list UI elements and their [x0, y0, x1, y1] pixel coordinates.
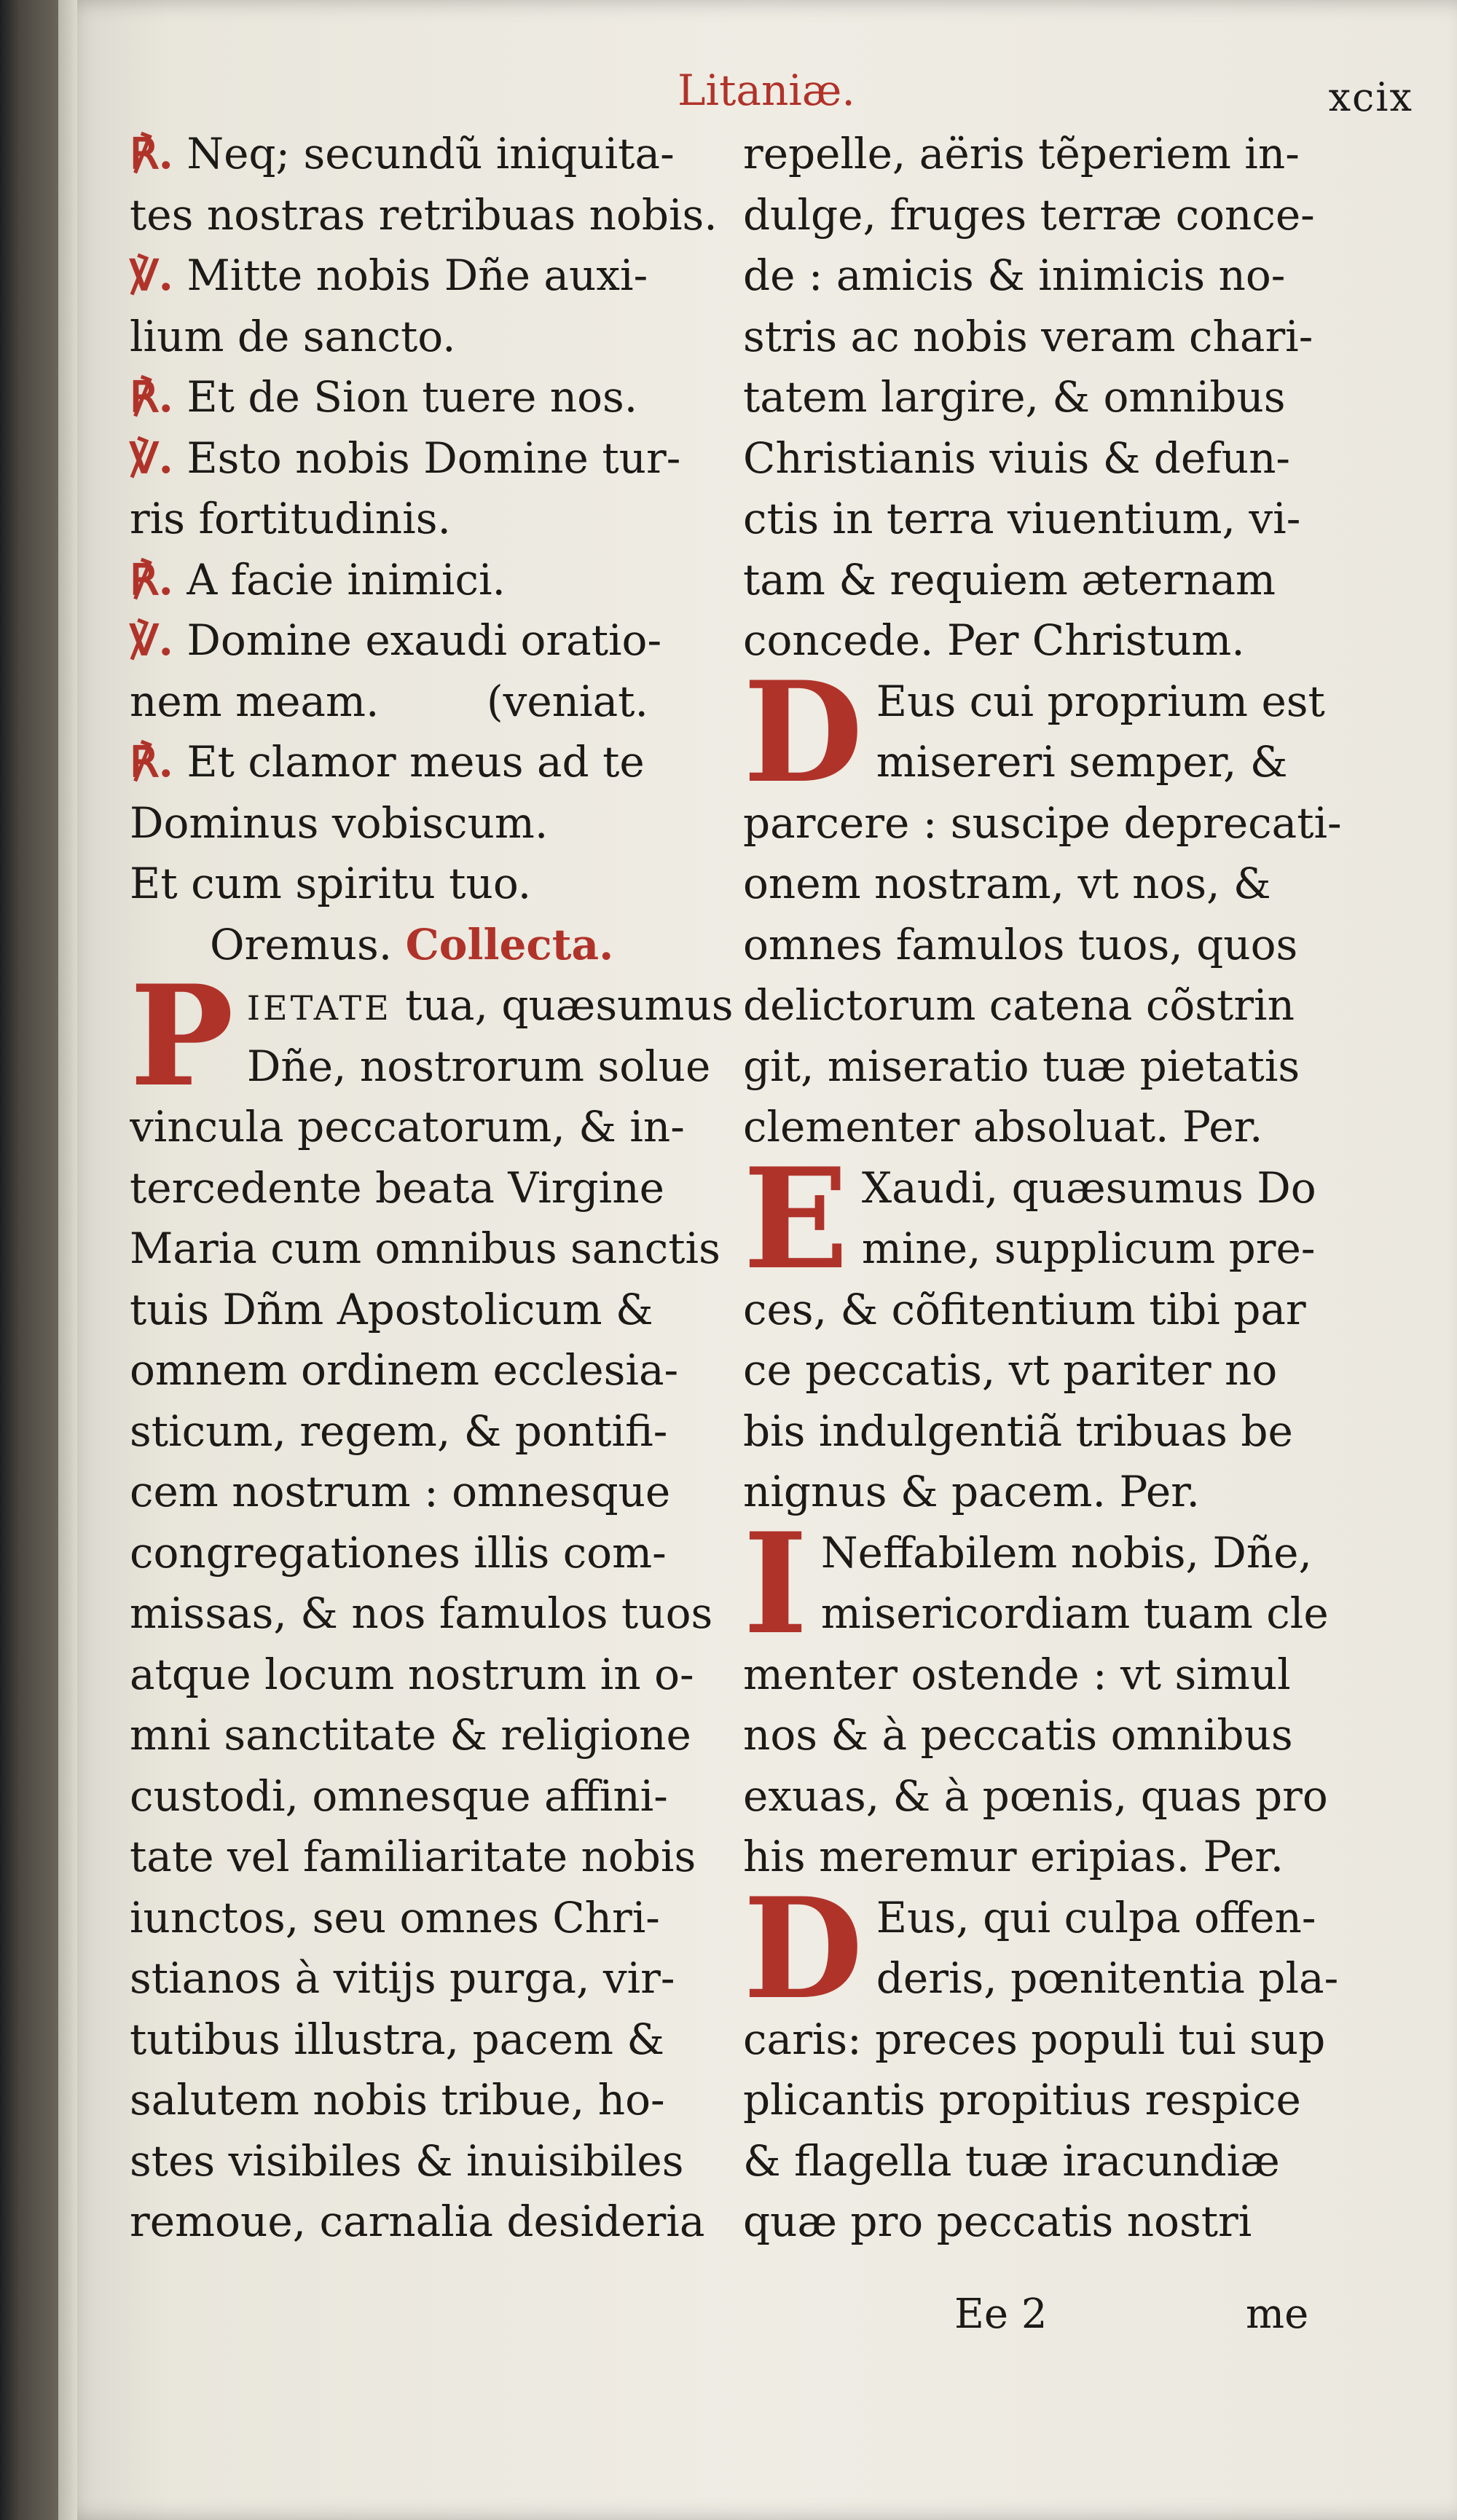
prayer-deus-cui: D Eus cui proprium est misereri semper, & parcere : suscipe deprecati- onem nostram, vt nos, & omnes famulos tuos, quos delictorum catena cõstrin git, miseratio tuæ pietatis clementer absoluat. Per.	[743, 671, 1342, 1151]
prayer-ineffabilem: I Neffabilem nobis, Dñe, misericordiam tuam cle menter ostende : vt simul nos & à peccatis omnibus exuas, & à pœnis, quas pro his meremur eripias. Per.	[743, 1522, 1329, 1881]
folio-number: xcix	[1328, 74, 1413, 120]
versicle-line: lium de sancto.	[130, 311, 456, 361]
running-title: Litaniæ.	[678, 66, 855, 115]
cum-spiritu-line: Et cum spiritu tuo.	[130, 859, 532, 908]
drop-cap: P	[130, 975, 234, 1117]
versicle-line: ℣. Domine exaudi oratio-	[130, 615, 662, 665]
first-words: IETATE	[246, 988, 392, 1028]
right-column	[743, 124, 1384, 2253]
versicle-line: ℟. Et clamor meus ad te	[130, 737, 645, 787]
drop-cap: I	[743, 1522, 808, 1665]
continuation-line: repelle, aëris tẽperiem in-	[743, 129, 1300, 178]
continuation-line: Christianis viuis & defun-	[743, 433, 1291, 483]
drop-cap: E	[743, 1157, 849, 1300]
versicle-line: ℟. Neq; secundũ iniquita-	[130, 129, 675, 178]
collecta-label: Collecta.	[405, 919, 614, 969]
versicle-line: ℟. Et de Sion tuere nos.	[130, 372, 638, 422]
prayer-deus-qui: D Eus, qui culpa offen- deris, pœnitentia pla- caris: preces populi tui sup plicantis propitius respice & flagella tuæ iracundiæ quæ pro peccatis nostri	[743, 1887, 1339, 2246]
continuation-line: tam & requiem æternam	[743, 554, 1276, 605]
versicle-line: nem meam. (veniat.	[130, 676, 648, 726]
drop-cap: D	[743, 1887, 863, 2030]
dominus-line: Dominus vobiscum.	[130, 798, 549, 848]
left-column	[130, 124, 749, 2253]
oremus-line: Oremus. Collecta.	[210, 919, 614, 969]
versicle-line: ℣. Mitte nobis Dñe auxi-	[130, 251, 648, 300]
signature-mark: Ee 2	[954, 2291, 1048, 2338]
versicle-line: ris fortitudinis.	[130, 494, 451, 543]
continuation-line: tatem largire, & omnibus	[743, 372, 1286, 422]
versicle-line: ℣. Esto nobis Domine tur-	[130, 433, 681, 483]
continuation-line: concede. Per Christum.	[743, 615, 1245, 665]
continuation-line: stris ac nobis veram chari-	[743, 311, 1313, 361]
continuation-line: dulge, fruges terræ conce-	[743, 189, 1315, 240]
continuation-line: de : amicis & inimicis no-	[743, 251, 1286, 300]
page-gutter	[58, 0, 77, 2520]
versicle-line: tes nostras retribuas nobis.	[130, 189, 718, 240]
collect-prayer: P IETATE tua, quæsumus Dñe, nostrorum solue vincula peccatorum, & in- tercedente beata Virgine Maria cum omnibus sanctis tuis Dñm Apostolicum & omnem ordinem ecclesia- sticum, regem, & pontifi- cem nostrum : omnesque congregationes illis com- missas, & nos famulos tuos atque locum nostrum in o- mni sanctitate & religione custodi, omnesque affini- tate vel familiaritate nobis iunctos, seu omnes Chri- stianos à vitijs purga, vir- tutibus illustra, pacem & salutem nobis tribue, ho- stes visibiles & inuisibiles remoue, carnalia desideria	[130, 975, 734, 2246]
binding-edge	[0, 0, 58, 2520]
continuation-line: ctis in terra viuentium, vi-	[743, 494, 1301, 543]
catchword: me	[1246, 2291, 1309, 2338]
prayer-exaudi: E Xaudi, quæsumus Do mine, supplicum pre- ces, & cõfitentium tibi par ce peccatis, vt pariter no bis indulgentiã tribuas be nignus & pacem. Per.	[743, 1157, 1316, 1516]
versicle-line: ℟. A facie inimici.	[130, 554, 506, 605]
drop-cap: D	[743, 671, 863, 814]
